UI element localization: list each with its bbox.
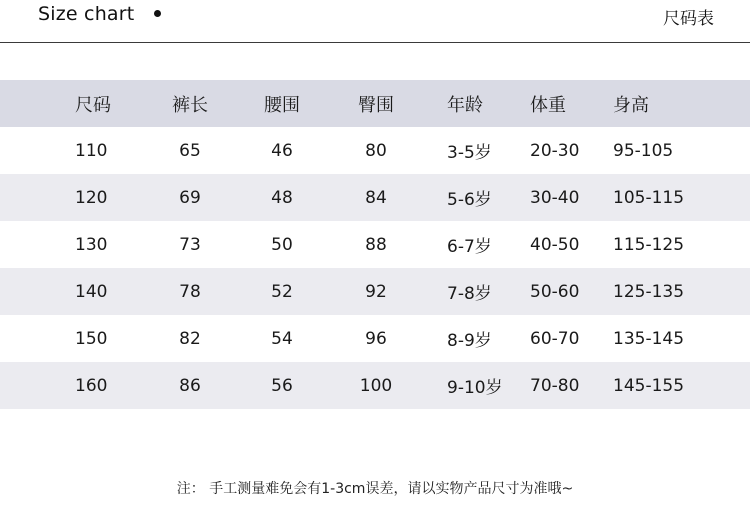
table-cell: 73	[179, 234, 201, 255]
table-cell: 84	[365, 187, 387, 208]
table-cell: 56	[271, 375, 293, 396]
table-cell: 145-155	[613, 375, 685, 396]
table-cell: 140	[75, 281, 108, 302]
table-cell: 7-8岁	[447, 284, 492, 304]
column-header-size: 尺码	[75, 94, 111, 116]
table-cell: 100	[359, 375, 393, 396]
bullet-dot-icon	[154, 10, 161, 17]
table-row	[0, 315, 750, 362]
table-cell: 52	[271, 281, 293, 302]
table-cell: 20-30	[530, 140, 580, 161]
table-row	[0, 362, 750, 409]
column-header-hip: 臀围	[358, 94, 394, 116]
page-header	[0, 0, 750, 43]
table-cell: 9-10岁	[447, 378, 503, 398]
table-cell: 96	[365, 328, 387, 349]
table-cell: 54	[271, 328, 293, 349]
table-cell: 86	[179, 375, 201, 396]
table-row	[0, 268, 750, 315]
column-header-pant-length: 裤长	[172, 94, 208, 116]
column-header-height: 身高	[613, 94, 649, 116]
table-cell: 150	[75, 328, 108, 349]
size-chart-label: 尺码表	[663, 9, 714, 29]
table-cell: 3-5岁	[447, 143, 492, 163]
table-cell: 130	[75, 234, 108, 255]
table-cell: 46	[271, 140, 293, 161]
table-cell: 65	[179, 140, 201, 161]
table-cell: 82	[179, 328, 201, 349]
table-cell: 120	[75, 187, 108, 208]
size-table	[0, 80, 750, 409]
table-cell: 70-80	[530, 375, 580, 396]
table-row	[0, 127, 750, 174]
measurement-note: 注： 手工测量难免会有1-3cm误差，请以实物产品尺寸为准哦~	[176, 481, 574, 497]
table-cell: 80	[365, 140, 387, 161]
table-cell: 110	[75, 140, 108, 161]
table-cell: 160	[75, 375, 108, 396]
column-header-age: 年龄	[447, 94, 483, 116]
table-cell: 135-145	[613, 328, 685, 349]
table-cell: 8-9岁	[447, 331, 492, 351]
table-cell: 88	[365, 234, 387, 255]
table-cell: 50-60	[530, 281, 580, 302]
table-cell: 60-70	[530, 328, 580, 349]
table-cell: 50	[271, 234, 293, 255]
table-cell: 5-6岁	[447, 190, 492, 210]
table-cell: 125-135	[613, 281, 685, 302]
column-header-waist: 腰围	[264, 94, 300, 116]
table-cell: 69	[179, 187, 201, 208]
table-cell: 6-7岁	[447, 237, 492, 257]
table-cell: 105-115	[613, 187, 685, 208]
table-cell: 78	[179, 281, 201, 302]
table-cell: 48	[271, 187, 293, 208]
table-cell: 30-40	[530, 187, 580, 208]
table-header-row	[0, 80, 750, 127]
column-header-weight: 体重	[530, 94, 566, 116]
table-cell: 115-125	[613, 234, 685, 255]
table-row	[0, 221, 750, 268]
table-cell: 92	[365, 281, 387, 302]
table-cell: 95-105	[613, 140, 674, 161]
page-title: Size chart	[38, 3, 135, 25]
table-cell: 40-50	[530, 234, 580, 255]
table-row	[0, 174, 750, 221]
